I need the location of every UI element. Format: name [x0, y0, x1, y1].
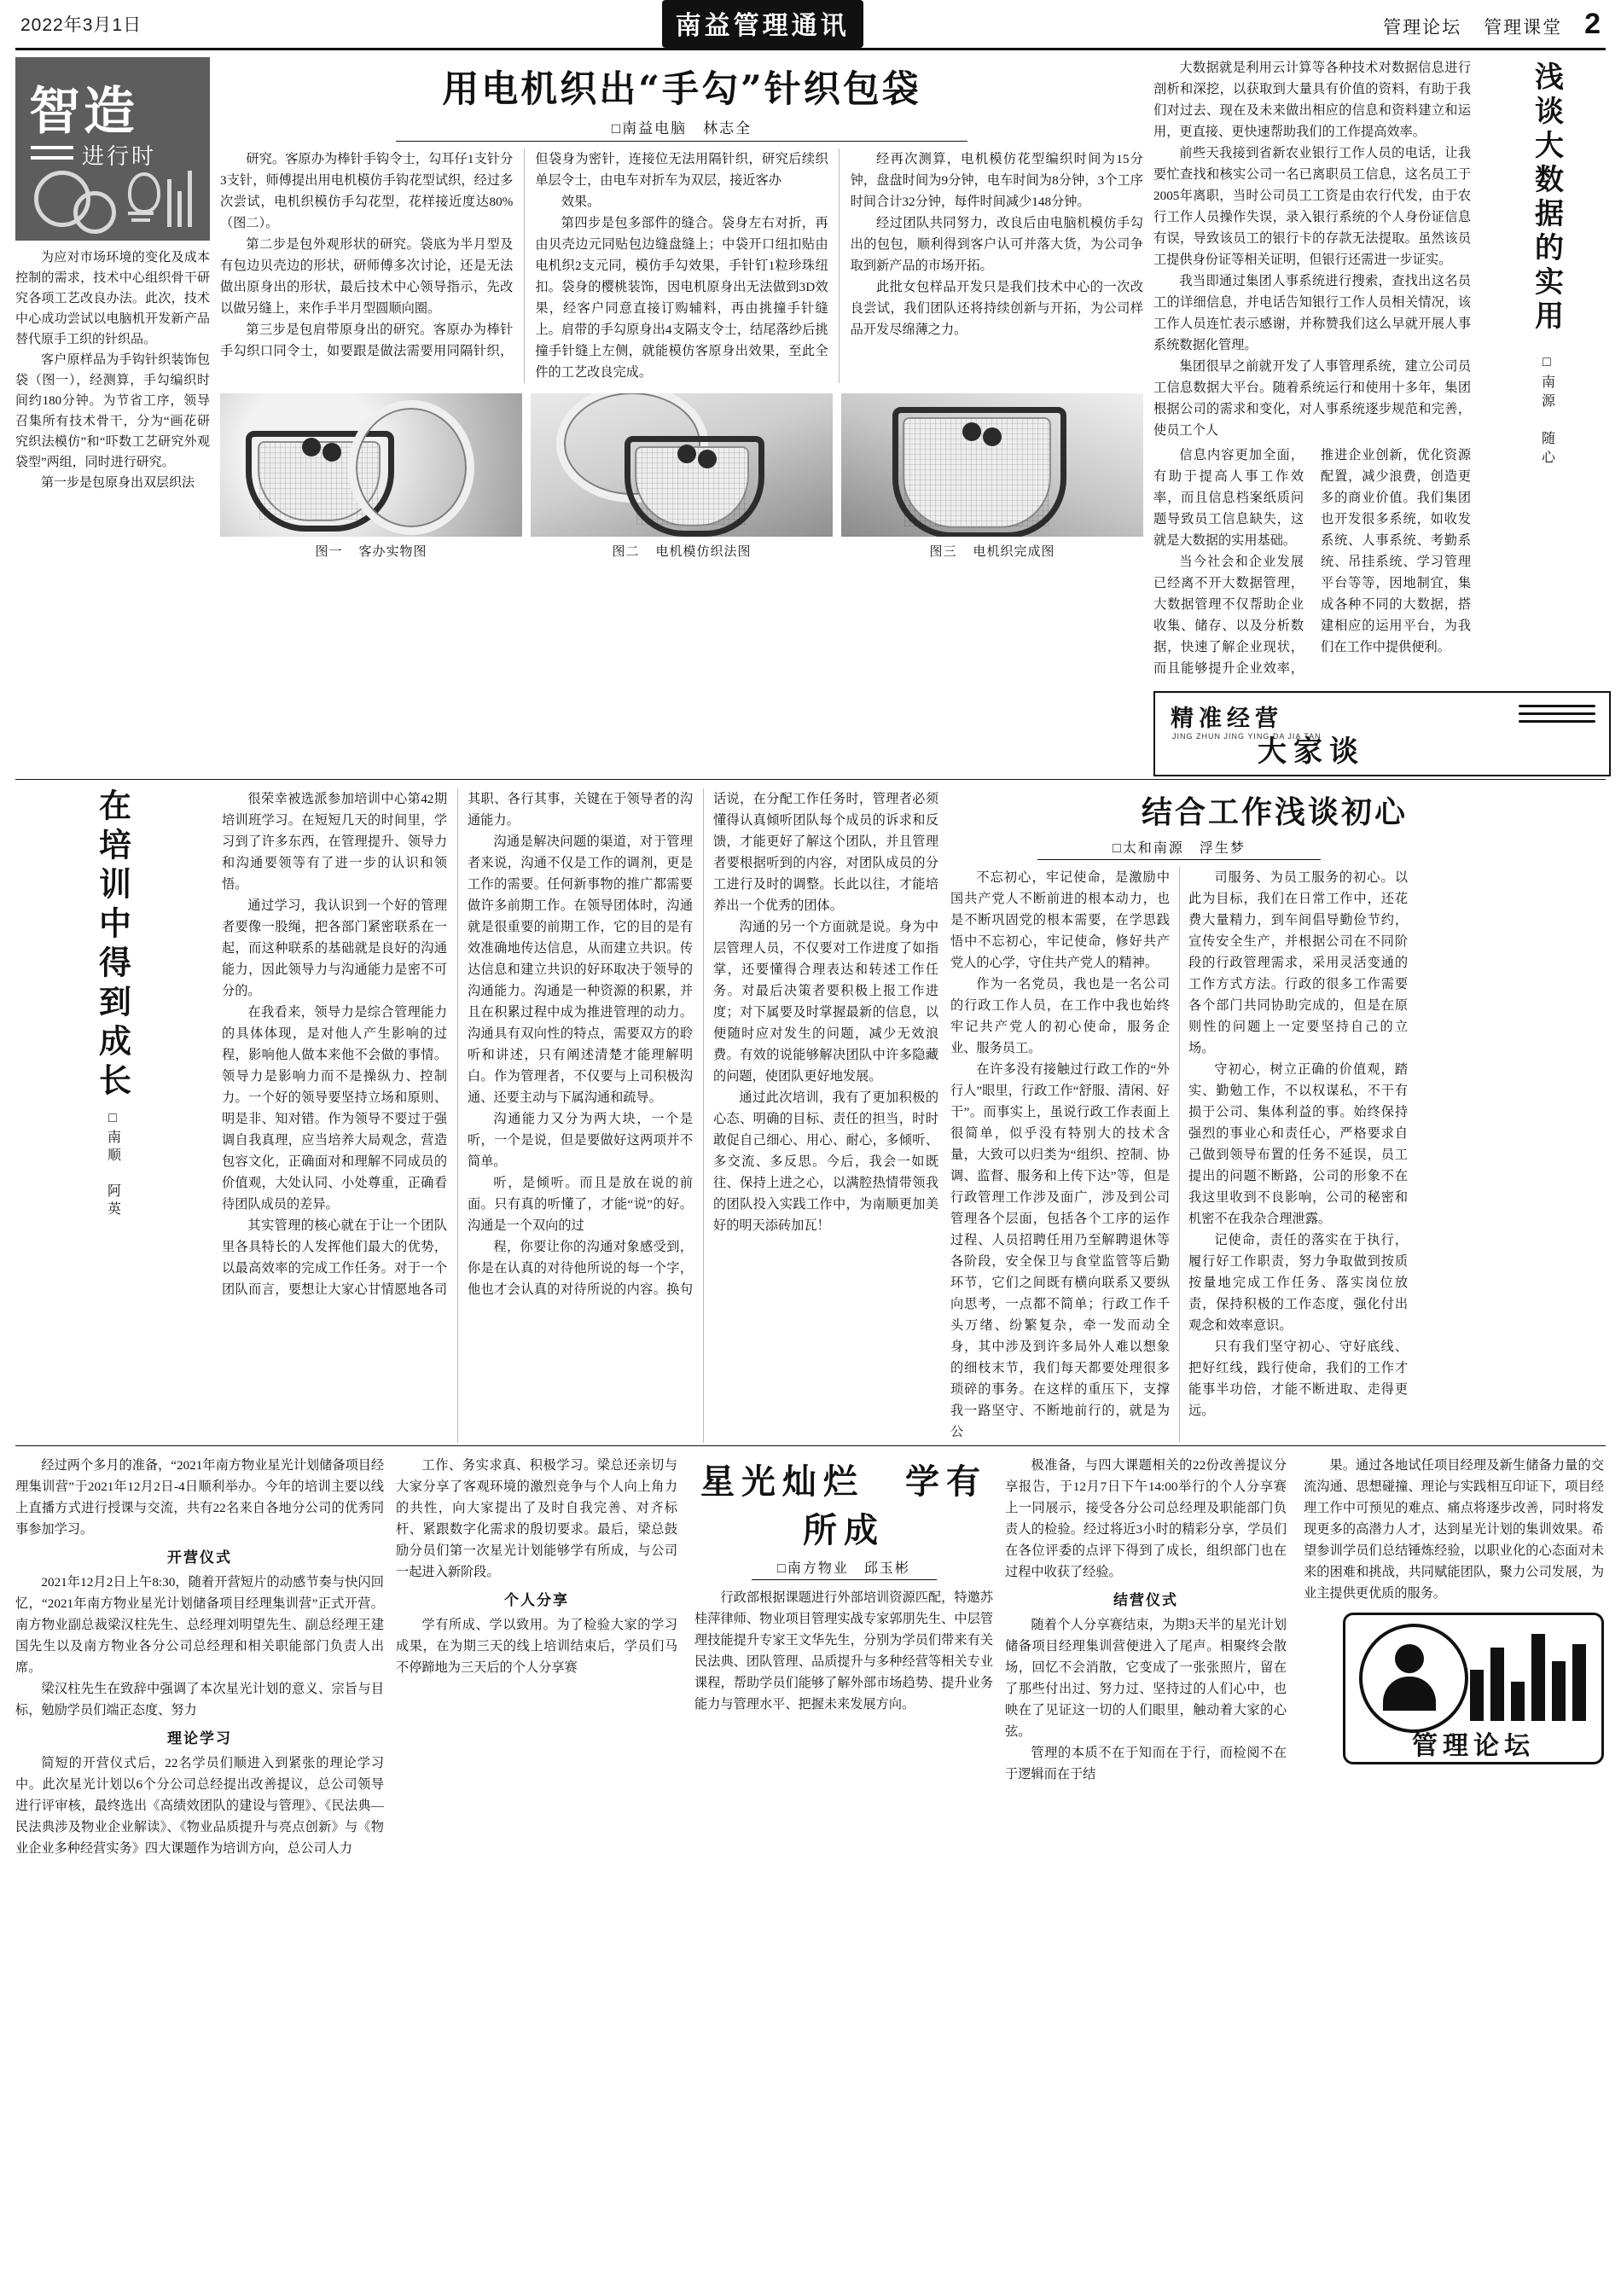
figure-3-caption: [841, 542, 1143, 560]
article-bigdata: [1153, 57, 1611, 679]
figure-2-caption: [531, 542, 833, 560]
wave-icon: [1519, 705, 1595, 734]
zhizao-column: [15, 57, 210, 776]
person-icon: [1395, 1644, 1424, 1673]
paragraph: 沟通的另一个方面就是说。身为中层管理人员，不仅要对工作进度了如指掌，还要懂得合理表达和转述工作任务。对最后决策者要积极上报工作进度；对下属要及时掌握最新的信息，以便随时应对发生的问题，减少无效浪费。有效的说能够解决团队中许多隐藏的问题，使团队更好地发展。: [713, 920, 938, 1084]
paragraph: 果。通过各地试任项目经理及新生储备力量的交流沟通、思想碰撞、理论与实践相互印证下，项目经理工作中可预见的难点、痛点将逐步改善，同时将发现更多的高潜力人才，达到星光计划的集训效果。希望参训学员们总结锤炼经验，以职业化的心态面对未来的困难和挑战，共同赋能团队，聚力公司发展，为业主提供更优质的服务。: [1304, 1458, 1604, 1601]
paragraph: 听，是倾听。而且是放在说的前面。只有真的听懂了，才能“说”的好。沟通是一个双向的过: [468, 1176, 693, 1233]
article-xingguang-title-block: [694, 1455, 993, 1715]
paragraph: 简短的开营仪式后，22名学员们顺进入到紧张的理论学习中。此次星光计划以6个分公司总经提出改善提议，总公司领导进行评审核，最终选出《高绩效团队的建设与管理》、《民法典—民法典涉及物业企业解读》、《物业品质提升与亮点创新》与《物业企业多种经营实务》四大课题作为培训方向，总公司人力: [15, 1756, 384, 1856]
forum-logo-title: 管理论坛: [1412, 1731, 1535, 1761]
article-peixun-body: [222, 788, 938, 1443]
paragraph: 司服务、为员工服务的初心。以此为目标，我们在日常工作中，还花费大量精力，到车间倡导勤俭节约，宣传安全生产，并根据公司在不同阶段的行政管理需求，采用灵活变通的工作方式方法。行政的很多工作需要各个部门共同协助完成的，但是在原则性的问题上一定要坚持自己的立场。: [1188, 870, 1408, 1055]
section-label-forum: 管理论坛: [1383, 16, 1462, 38]
page-title: 用电机织出“手勾”针织包袋: [442, 68, 921, 111]
article-chuxin: [950, 788, 1408, 1443]
paragraph: 研究。客原办为棒针手钩令士，勾耳仔1支针分3支针，师傅提出用电机模仿手钩花型试织，经过多次尝试，电机织模仿手勾花型，花样接近度达80%（图二）。: [220, 152, 514, 230]
article-peixun: [15, 788, 938, 1443]
top-area: [15, 57, 1606, 776]
figure-1: [220, 393, 522, 560]
forum-logo: [1343, 1613, 1604, 1764]
paragraph: 极准备，与四大课题相关的22份改善提议分享报告，于12月7日下午14:00举行的个人分享赛上一同展示，接受各分公司总经理及职能部门负责人的检验。经过将近3小时的精彩分享，学员们在各位评委的点评下得到了成长，组织部门也在过程中收获了经验。: [1005, 1458, 1287, 1579]
issue-date: 2022年3月1日: [20, 15, 142, 35]
paragraph: 梁汉柱先生在致辞中强调了本次星光计划的意义、宗旨与目标，勉励学员们端正态度、努力: [15, 1682, 384, 1718]
paragraph: 行政部根据课题进行外部培训资源匹配，特邀苏桂萍律师、物业项目管理实战专家郭朋先生、中层管理技能提升专家王文华先生，分别为学员们带来有关民法典、团队管理、品质提升与多种经营等相关专业课程，帮助学员们能够了解外部市场趋势、提升业务能力与管理水平、把握未来发展方向。: [694, 1590, 993, 1712]
zhizao-intro-p3: 第一步是包原身出双层织法: [41, 476, 195, 490]
zhizao-title: 智造: [29, 82, 138, 142]
paragraph: 不忘初心，牢记使命，是激励中国共产党人不断前进的根本动力，也是不断巩固党的根本需要，在学思践悟中不忘初心，牢记使命，修好共产党人的心学，守住共产党人的精神。: [950, 870, 1170, 970]
article-xingguang-right: [1005, 1455, 1604, 1859]
figure-3: [841, 393, 1143, 560]
paragraph: 工作、务实求真、积极学习。梁总还亲切与大家分享了客观环境的激烈竞争与个人向上角力的共性，向大家提出了及时自我完善、对齐标杆、紧跟数字化需求的殷切要求。最后，梁总鼓励分员们第一次星光计划能够学有所成，与公司一起进入新阶段。: [396, 1458, 677, 1579]
zhizao-dashes: [31, 146, 73, 160]
article-xingguang-mid: [396, 1455, 993, 1859]
byline-divider: [396, 141, 968, 142]
gear-icon: [26, 162, 200, 235]
figure-3-label: 图三: [929, 545, 957, 559]
figure-3-image: [841, 393, 1143, 537]
article-knitting-body: [220, 148, 1143, 383]
middle-area: [15, 788, 1606, 1443]
paragraph: 我当即通过集团人事系统进行搜索，查找出这名员工的详细信息，并电话告知银行工作人员相关情况，该工作人员连忙表示感谢，并称赞我们这么早就开展人事系统数据化管理。: [1153, 274, 1471, 352]
article-peixun-byline: □南顺 阿英: [105, 1111, 120, 1219]
zhizao-intro-p1: 为应对市场环境的变化及成本控制的需求，技术中心组织骨干研究各项工艺改良办法。此次，技术中心成功尝试以电脑机开发新产品替代原手工织的针织品。: [15, 251, 210, 346]
article-xingguang-left: [15, 1455, 384, 1859]
article-xingguang-col3: [694, 1587, 993, 1715]
figure-2-text: 电机模仿织法图: [655, 545, 752, 559]
article-xingguang-byline: □南方物业 邱玉彬: [777, 1561, 910, 1576]
article-bigdata-body-2: [1153, 445, 1471, 679]
byline-divider: [752, 1579, 937, 1580]
banner-line-1: 精准经营: [1171, 706, 1283, 731]
paragraph: 第二步是包外观形状的研究。袋底为半月型及有包边贝壳边的形状，研师傅多次讨论，还是无法做出原身出的形状，最后技术中心领导指示，先改以做另缝上，来作手半月型圆顺向圈。: [220, 237, 514, 316]
paragraph: 学有所成、学以致用。为了检验大家的学习成果，在为期三天的线上培训结束后，学员们马不停蹄地为三天后的个人分享赛: [396, 1618, 677, 1675]
paragraph: 经再次测算，电机模仿花型编织时间为15分钟，盘盘时间为9分钟，电车时间为8分钟，3个工序时间合计32分钟，每件时间减少148分钟。: [850, 152, 1143, 209]
paragraph: 程，你要让你的沟通对象感受到，你是在认真的对待他所说的每一个字，他也才会认真的对待所说的内容。换句话说，在分配工作任务时，管理者必须懂得认真倾听团队每个成员的诉求和反馈，才能更好了解这个团队，并且管理者要根据听到的内容，对团队成员的分工进行及时的调整。长此以往，才能培养出一个优秀的团体。: [468, 792, 938, 1297]
paragraph: 集团很早之前就开发了人事管理系统，建立公司员工信息数据大平台。随着系统运行和使用十多年，集团根据公司的需求和变化，对人事系统逐步规范和完善，使员工个人: [1153, 359, 1471, 438]
paragraph: 当今社会和企业发展已经离不开大数据管理，大数据管理不仅帮助企业收集、储存、以及分析数据，快速了解企业现状，而且能够提升企业效率，推进企业创新，优化资源配置，减少浪费，创造更多的商业价值。我们集团也开发很多系统，如收发系统、人事系统、考勤系统、吊挂系统、学习管理平台等等，因地制宜，集成各种不同的大数据，搭建相应的运用平台，为我们在工作中提供便利。: [1153, 448, 1471, 676]
subhead-lilun: 理论学习: [167, 1730, 232, 1747]
paragraph: 在许多没有接触过行政工作的“外行人”眼里，行政工作“舒服、清闲、好干”。而事实上，虽说行政工作表面上很简单，似乎没有特别大的技术含量，大致可以归类为“组织、控制、协调、监督、服务和上传下达”等，但是行政管理工作涉及面广，涉及到公司管理各个层面，包括各个工序的运作过程、人员招聘任用乃至解聘退休等各阶段，安全保卫与食堂监管等后勤环节，它们之间既有横向联系又要纵向思考，一点都不简单；行政工作千头万绪、纷繁复杂，牵一发而动全身，其中涉及到许多局外人难以想象的细枝末节，我们每天都要处理很多琐碎的事务。在这样的重压下，支撑我一路坚守、不断地前行的，就是为公: [950, 1062, 1170, 1439]
figure-1-text: 客办实物图: [358, 545, 427, 559]
masthead: [15, 0, 1606, 48]
article-chuxin-body: [950, 867, 1408, 1443]
subhead-geren: 个人分享: [504, 1592, 569, 1608]
page-number: 2: [1584, 7, 1601, 40]
paragraph: 随着个人分享赛结束，为期3天半的星光计划储备项目经理集训营便进入了尾声。相聚终会散场，回忆不会消散，它变成了一张张照片，留在了那些付出过、努力过、坚持过的人们心中，也映在了见证这一切的人们眼里，触动着大家的心弦。: [1005, 1618, 1287, 1739]
bar-chart-icon: [1470, 1629, 1589, 1721]
paragraph: 作为一名党员，我也是一名公司的行政工作人员，在工作中我也始终牢记共产党人的初心使命，服务企业、服务员工。: [950, 977, 1170, 1055]
figure-2-image: [531, 393, 833, 537]
byline-divider: [1037, 859, 1321, 860]
article-xingguang-col2: [396, 1455, 677, 1715]
article-knitting: [220, 57, 1143, 776]
paragraph: 大数据就是利用云计算等各种技术对数据信息进行剖析和深挖，以获取到大量具有价值的资料，有助于我们对过去、现在及未来做出相应的信息和资料建立和运用，更直接、更快速帮助我们的工作提高效率。: [1153, 61, 1471, 139]
figure-2-label: 图二: [612, 545, 640, 559]
paragraph: 效果。: [561, 195, 601, 209]
article-bigdata-heading: [1483, 57, 1611, 475]
figure-1-label: 图一: [315, 545, 343, 559]
zhizao-intro: [15, 247, 210, 493]
paragraph: 管理的本质不在于知而在于行，而检阅不在于逻辑而在于结: [1005, 1746, 1287, 1782]
paragraph: 沟通能力又分为两大块，一个是听，一个是说，但是要做好这两项并不简单。: [468, 1112, 693, 1169]
figure-2: [531, 393, 833, 560]
right-column: [1153, 57, 1611, 776]
paragraph: 经过团队共同努力，改良后由电脑机模仿手勾出的包包，顺利得到客户认可并落大货，为公司争取到新产品的市场开拓。: [850, 216, 1143, 273]
article-xingguang-title: 星光灿烂 学有所成: [700, 1462, 987, 1550]
figure-strip: [220, 393, 1143, 560]
paragraph: 记使命，责任的落实在于执行，履行好工作职责，努力争取做到按质按量地完成工作任务、落实岗位放责，保持积极的工作态度，强化付出观念和效率意识。: [1188, 1233, 1408, 1333]
section-rule-2: [15, 1445, 1606, 1446]
paragraph: 很荣幸被选派参加培训中心第42期培训班学习。在短短几天的时间里，学习到了许多东西，在管理提升、领导力和沟通要领等有了进一步的认识和领悟。: [222, 792, 447, 892]
paragraph: 前些天我接到省新农业银行工作人员的电话，让我要忙查找和核实公司一名已离职员工信息，这名员工于2005年离职，当时公司员工工资是由农行代发，由于农行工作人员操作失误，录入银行系统的个人身份证信息有误，导致该员工的银行卡的存款无法提取。虽然该员工提供身份证等相关证明，但银行还需进一步证实。: [1153, 146, 1471, 267]
banner-line-2: 大家谈: [1258, 735, 1365, 769]
zhizao-intro-p2: 客户原样品为手钩针织装饰包袋（图一），经测算，手勾编织时间约180分钟。为节省工序，领导召集所有技术骨干，分为“画花研究织法模仿”和“吓数工艺研究外观袋型”两组，同时进行研究。: [15, 353, 210, 469]
article-chuxin-byline: □太和南源 浮生梦: [1113, 841, 1246, 856]
section-label-class: 管理课堂: [1484, 16, 1563, 38]
jingzhun-banner: [1153, 691, 1611, 776]
paragraph: 通过此次培训，我有了更加积极的心态、明确的目标、责任的担当，时时敢促自己细心、用心、耐心，多倾听、多交流、多反思。今后，我会一如既往、保持上进之心，以满腔热情带领我的团队投入实践工作中，为南顺更加美好的明天添砖加瓦！: [713, 1090, 938, 1233]
paragraph: 信息内容更加全面，有助于提高人事工作效率，而且信息档案纸质问题导致员工信息缺失，这就是大数据的实用基础。: [1153, 448, 1304, 548]
article-bigdata-title: 浅谈大数据的实用: [1529, 61, 1564, 334]
article-chuxin-title: 结合工作浅谈初心: [1141, 794, 1408, 830]
article-bigdata-byline: □南源 随心: [1539, 354, 1554, 468]
banner-pinyin: JING ZHUN JING YING DA JIA TAN: [1172, 732, 1322, 741]
paragraph: 在我看来，领导力是综合管理能力的具体体现，是对他人产生影响的过程，影响他人做本来他不会做的事情。领导力是影响力而不是操纵力、控制力。一个好的领导要坚持立场和原则、明是非、知对错。作为领导不要过于强调自我真理，应当培养大局观念，营造包容文化，正确面对和理解不同成员的价值观，大处认同、小处尊重，正确看待团队成员的差异。: [222, 1005, 447, 1212]
section-rule-1: [15, 779, 1606, 780]
paragraph: 其实管理的核心就在于让一个团队里各具特长的人发挥他们最大的优势，以最高效率的完成工作任务。对于一个团队而言，要想让大家心甘情愿地各司其职、各行其事，关键在于领导者的沟通能力。: [222, 792, 693, 1297]
paragraph: 沟通是解决问题的渠道，对于管理者来说，沟通不仅是工作的调剂，更是工作的需要。任何新事物的推广都需要做许多前期工作。在领导团体时，沟通就是很重要的前期工作，它的目的是有效准确地传达信息，从而建立共识。传达信息和建立共识的好环取决于领导的沟通能力。沟通是一种资源的积累，并且在积累过程中成为推进管理的动力。沟通具有双向性的特点，需要双方的聆听和讲述，只有阐述清楚才能理解明白。作为管理者，不仅要与上司积极沟通、还要主动与下属沟通和疏导。: [468, 834, 693, 1105]
paragraph: 通过学习，我认识到一个好的管理者要像一股绳，把各部门紧密联系在一起，而这种联系的基础就是良好的沟通能力，因此领导力与沟通能力是密不可分的。: [222, 898, 447, 998]
article-xingguang-col4: [1005, 1455, 1287, 1785]
paragraph: 2021年12月2日上午8:30，随着开营短片的动感节奏与快闪回忆，“2021年南方物业星光计划储备项目经理集训营”正式开营。南方物业副总裁梁汉柱先生、总经理刘明望先生、副总经理王建国先生以及南方物业各分公司总经理和相关职能部门负责人出席。: [15, 1575, 384, 1675]
paragraph: 第四步是包多部件的缝合。袋身左右对折，再由贝壳边元同贴包边缝盘缝上；中袋开口纽扣贴由电机织2支元同，模仿手勾效果，手针钉1粒珍珠纽扣。袋身的樱桃装饰，因电机原身出无法做到3D效果，经客户同意直接订购辅料，再由挑撞手针缝上。肩带的手勾原身出4支隔支令士，结尾落纱后挑撞手针缝上左侧，就能模仿客原身出效果，至此全件的工艺改良完成。: [535, 216, 828, 380]
subhead-kaiying: 开营仪式: [167, 1549, 232, 1566]
article-bigdata-body: [1153, 57, 1471, 441]
paragraph: 守初心，树立正确的价值观，踏实、勤勉工作，不以权谋私，不干有损于公司、集体利益的事。始终保持强烈的事业心和责任心，严格要求自己做到领导布置的任务不延误，员工提出的问题不断路，公司的形象不在我这里收到不良影响，公司的秘密和机密不在我杂合理泄露。: [1188, 1062, 1408, 1226]
zhizao-logo: [15, 57, 210, 241]
paragraph: 经过两个多月的准备，“2021年南方物业星光计划储备项目经理集训营”于2021年12月2日-4日顺利举办。今年的培训主要以线上直播方式进行授课与交流，共有22名来自各地分公司的优秀同事参加学习。: [15, 1458, 385, 1537]
figure-3-text: 电机织完成图: [973, 545, 1055, 559]
masthead-rule: [15, 48, 1606, 50]
article-peixun-title: 在培训中得到成长: [93, 788, 132, 1102]
masthead-right: [1383, 8, 1601, 41]
paragraph: 此批女包样品开发只是我们技术中心的一次改良尝试，我们团队还将持续创新与开拓，为公司样品开发尽绵薄之力。: [850, 280, 1143, 337]
paragraph: 第三步是包肩带原身出的研究。客原办为棒针手勾织口同令士，如要跟是做法需要用同隔针织，但袋身为密针，连接位无法用隔针织，研究后续织单层令士，由电车对折车为双层，接近客办: [220, 152, 828, 358]
bottom-area: [15, 1455, 1606, 1859]
paragraph: 只有我们坚守初心、守好底线、把好红线，践行使命，我们的工作才能事半功倍，才能不断进取、走得更远。: [1188, 1340, 1408, 1418]
subhead-jieying: 结营仪式: [1113, 1592, 1178, 1608]
article-xingguang-col5: [1304, 1455, 1604, 1785]
paper-title: 南益管理通讯: [662, 0, 863, 48]
figure-1-image: [220, 393, 522, 537]
zhizao-subtitle: 进行时: [82, 144, 157, 169]
article-knitting-byline: □南益电脑 林志全: [611, 120, 752, 137]
figure-1-caption: [220, 542, 522, 560]
article-peixun-heading: [15, 788, 210, 1443]
